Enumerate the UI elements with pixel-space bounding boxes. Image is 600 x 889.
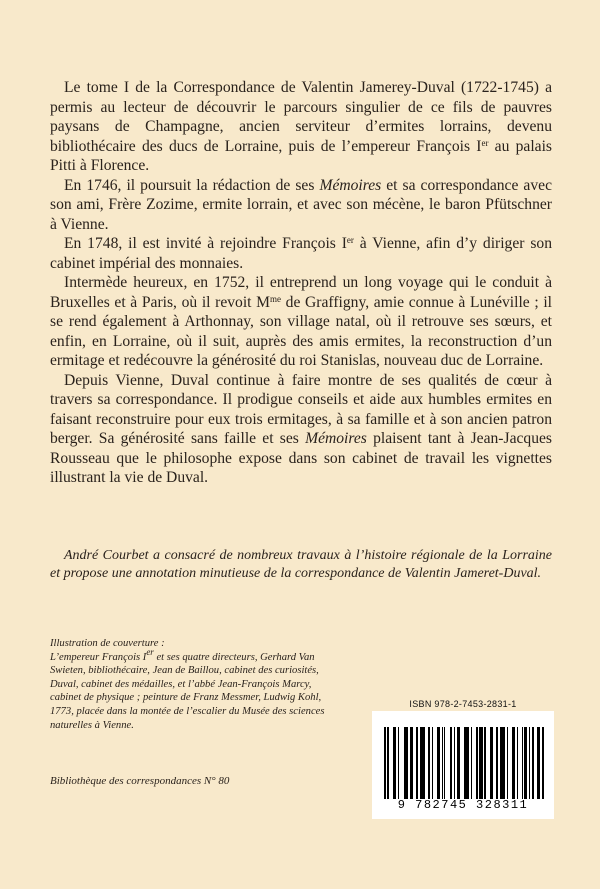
barcode-bar [471, 727, 473, 799]
summary-paragraph-5 [50, 371, 552, 488]
superscript: er [146, 646, 154, 657]
barcode-bar [387, 727, 389, 799]
text-run: et ses quatre directeurs, Gerhard Van Swieten, bibliothécaire, Jean de Baillou, cabinet des curiosités, Duval, cabinet des médailles, et l’abbé Jean-François Marcy, cabinet de physique ; peinture de Franz Messmer, Ludwig Kohl, 1773, placée dans la montée de l’escalier du Musée des sciences naturelles à Vienne. [50, 651, 325, 731]
summary-paragraph-1 [50, 78, 552, 176]
isbn-label: ISBN 978-2-7453-2831-1 [409, 699, 517, 709]
barcode-bar [507, 727, 509, 799]
text-run: de Graffigny, amie connue à Lunéville ; il se rend également à Arthonnay, son village natal, où il retrouve ses sœurs, et enfin, en Lorraine, où il suit, auprès des amis ermites, la reconstruction d’un ermitage et redécouvre la générosité du roi Stanislas, nouveau duc de Lorraine. [50, 293, 552, 369]
barcode-background [372, 711, 554, 819]
text-run: et sa correspondance avec son ami, Frère Zozime, ermite lorrain, et avec son mécène, le baron Pfütschner à Vienne. [50, 176, 552, 233]
summary-text [50, 78, 552, 488]
text-run: à Vienne, afin d’y diriger son cabinet impérial des monnaies. [50, 235, 552, 272]
barcode-bar [411, 727, 413, 799]
credits-heading: Illustration de couverture : [50, 638, 165, 649]
barcode-digits: 9 782745 328311 [397, 798, 529, 812]
barcode-bar [416, 727, 418, 799]
text-run: L’empereur François I [50, 651, 147, 663]
barcode-bar [438, 727, 440, 799]
barcode-bar [513, 727, 515, 799]
author-note: André Courbet a consacré de nombreux travaux à l’histoire régionale de la Lorraine et propose une annotation minutieuse de la correspondance de Valentin Jameret-Duval. [50, 548, 552, 581]
barcode-bar [539, 727, 541, 799]
text-run: Depuis Vienne, Duval continue à faire montre de ses qualités de cœur à travers sa correspondance. Il prodigue conseils et aide aux humbles ermites en faisant reconstruire pour eux trois ermitages, à sa famille et à son ancien patron berger. Sa générosité sans faille et ses [50, 371, 552, 447]
barcode-bar [503, 727, 505, 799]
barcode-bar [484, 727, 486, 799]
barcode-bar [394, 727, 396, 799]
summary-paragraph-2 [50, 176, 552, 235]
text-run: au palais Pitti à Florence. [50, 137, 552, 174]
barcode-bar [529, 727, 531, 799]
text-run: Le tome I de la Correspondance de Valentin Jamerey-Duval (1722-1745) a permis au lecteur de découvrir le parcours singulier de ce fils de pauvres paysans de Champagne, ancien serviteur d’ermites lorrains, devenu bibliothécaire des ducs de Lorraine, puis de l’empereur François I [50, 79, 552, 155]
superscript: er [346, 235, 354, 245]
series-title: Bibliothèque des correspondances N° 80 [50, 775, 230, 787]
italic-title: Mémoires [319, 176, 382, 194]
italic-title: Mémoires [305, 430, 367, 447]
text-run: En 1748, il est invité à rejoindre François I [64, 235, 347, 252]
barcode-bar [496, 727, 498, 799]
text-run: Intermède heureux, en 1752, il entreprend un long voyage qui le conduit à Bruxelles et à Paris, où il revoit M [50, 274, 552, 311]
barcode-bar [423, 727, 425, 799]
barcode-bars [384, 727, 544, 799]
barcode-bar [444, 727, 446, 799]
barcode-bar [525, 727, 527, 799]
superscript: er [481, 137, 489, 148]
barcode-bar [481, 727, 483, 799]
barcode-bar [476, 727, 478, 799]
barcode-bar [459, 727, 461, 799]
barcode-bar [532, 727, 534, 799]
barcode-bar [542, 727, 544, 799]
barcode-bar [454, 727, 456, 799]
barcode-bar [406, 727, 408, 799]
barcode-bar [398, 727, 400, 799]
summary-paragraph-3 [50, 234, 552, 273]
cover-illustration-credits [50, 637, 338, 732]
barcode-bar [517, 727, 519, 799]
barcode-bar [450, 727, 452, 799]
barcode-bar [491, 727, 493, 799]
summary-paragraph-4 [50, 273, 552, 371]
text-run: plaisent tant à Jean-Jacques Rousseau que le philosophe expose dans son cabinet de travail les vignettes illustrant la vie de Duval. [50, 430, 552, 486]
barcode-bar [428, 727, 430, 799]
superscript: me [270, 293, 282, 304]
barcode-bar [467, 727, 469, 799]
isbn-barcode [372, 699, 554, 819]
barcode-bar [384, 727, 386, 799]
barcode-bar [432, 727, 434, 799]
text-run: En 1746, il poursuit la rédaction de ses [64, 176, 320, 194]
